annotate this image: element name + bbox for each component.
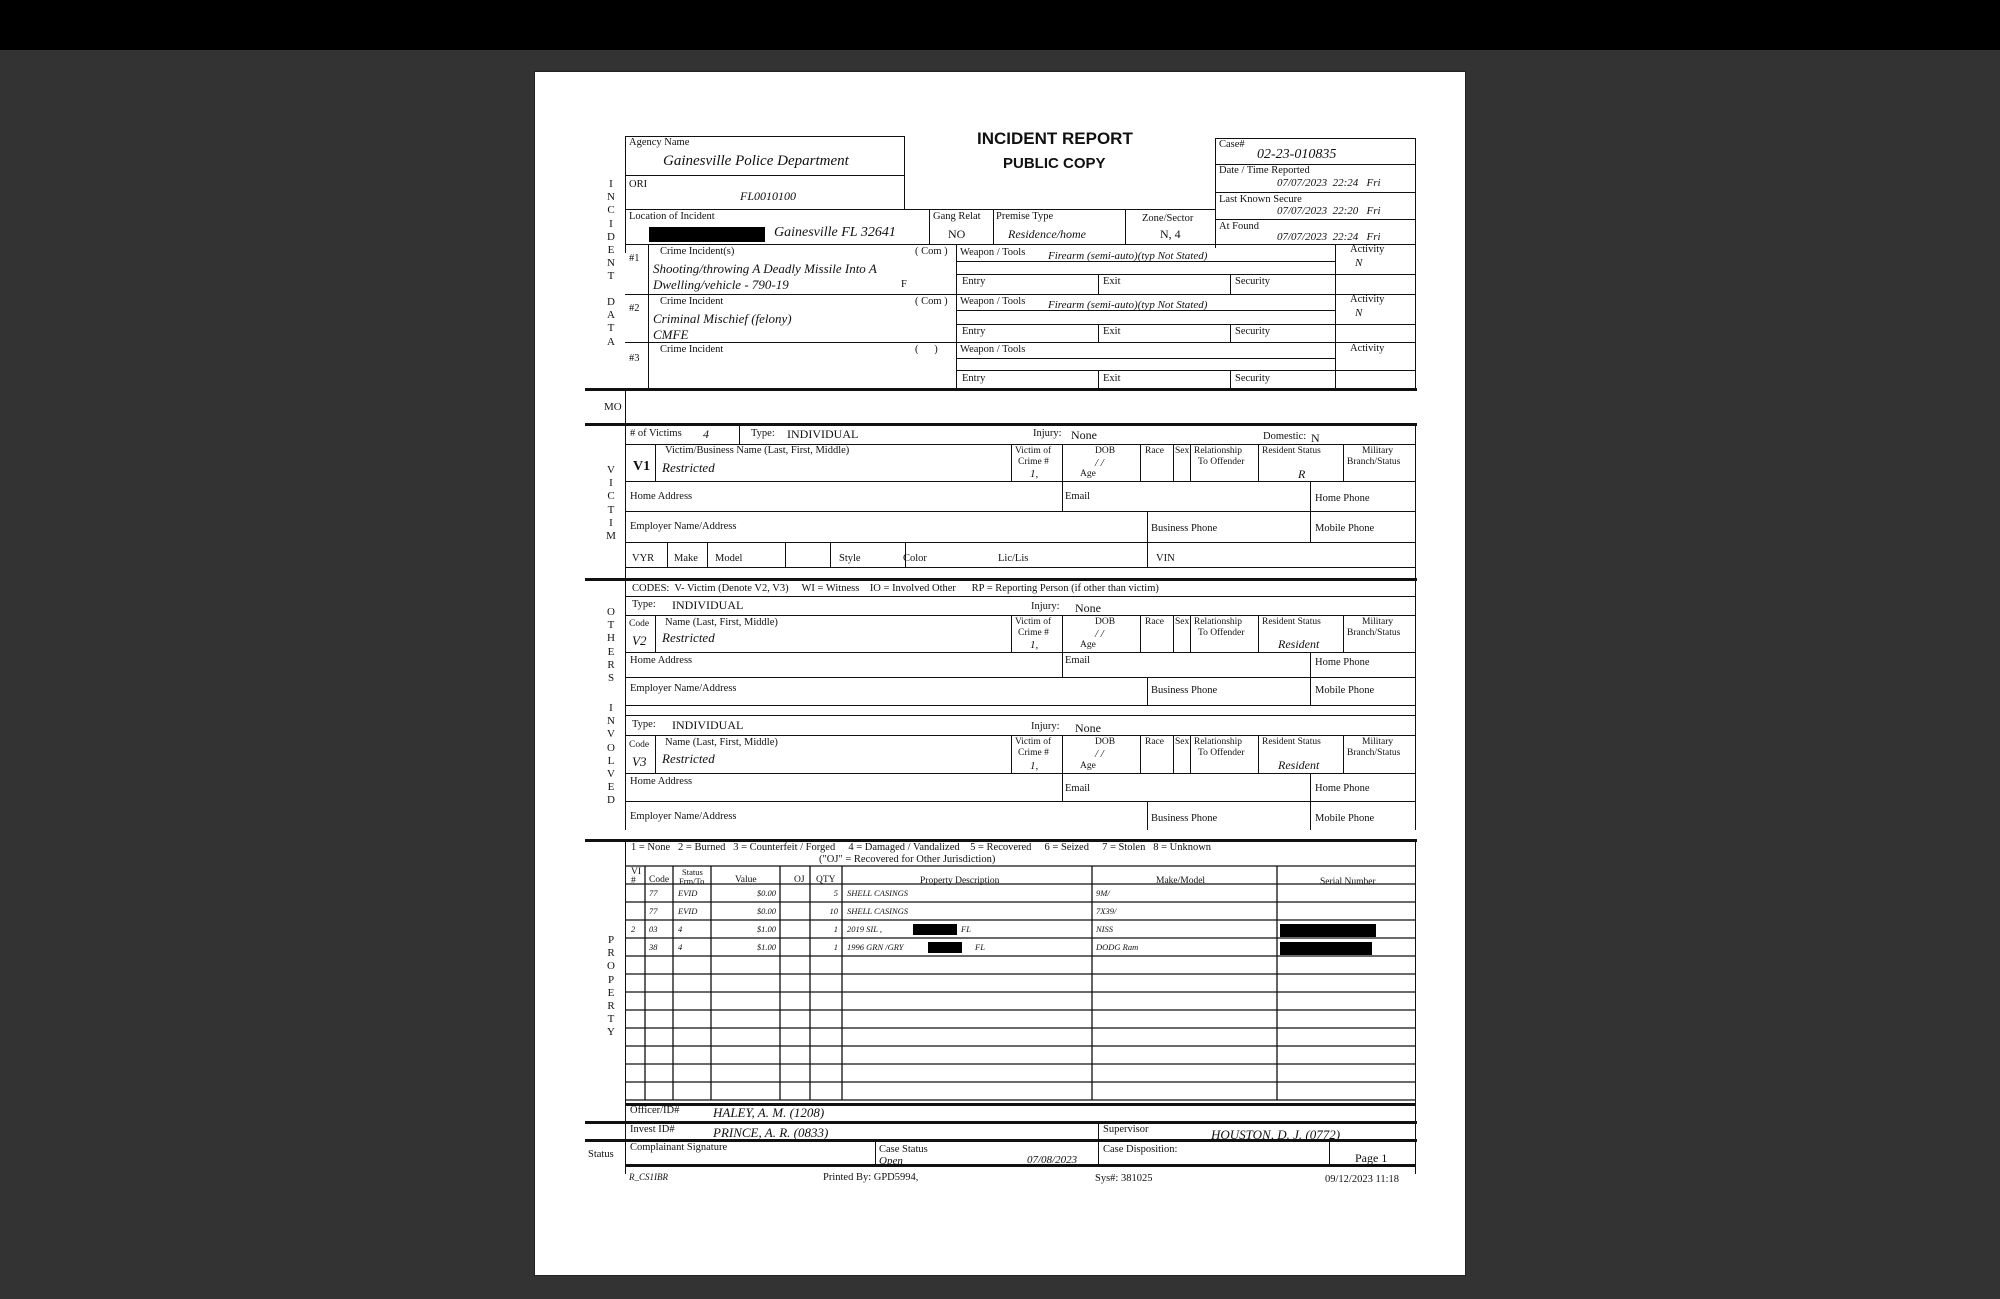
other-2-dob-label: DOB: [1095, 737, 1116, 747]
other-1-victim-of-label: Victim of: [1015, 617, 1052, 627]
other-1-injury-label: Injury:: [1031, 601, 1060, 612]
other-2-branch-label: Branch/Status: [1347, 748, 1401, 758]
crime-2-exit: Exit: [1103, 326, 1121, 337]
prop-header-description: Property Description: [920, 876, 1000, 886]
crime-3-label: Crime Incident: [660, 344, 724, 355]
ori-label: ORI: [629, 179, 648, 190]
other-2-relationship-label: Relationship: [1194, 737, 1243, 747]
report-title: INCIDENT REPORT: [977, 129, 1133, 148]
other-1-dob: / /: [1095, 628, 1104, 640]
property-cell-status: 4: [678, 942, 683, 952]
property-cell-status: EVID: [678, 906, 698, 916]
supervisor-name: HOUSTON, D. J. (0772): [1211, 1127, 1341, 1142]
crime-2-activity-label: Activity: [1350, 294, 1385, 305]
other-2-crime-num-label: Crime #: [1018, 748, 1049, 758]
side-label-incident: I N C I D E N T: [607, 178, 615, 283]
ori-value: FL0010100: [740, 189, 797, 203]
side-label-mo: MO: [604, 401, 622, 413]
other-2-type-label: Type:: [632, 719, 656, 730]
property-cell-qty: 1: [833, 924, 838, 934]
supervisor-label: Supervisor: [1103, 1124, 1149, 1135]
other-1-mobile-phone-label: Mobile Phone: [1315, 685, 1375, 696]
side-label-property: P R O P E R T Y: [607, 934, 615, 1039]
side-label-data: D A T A: [607, 296, 615, 348]
victim-type: INDIVIDUAL: [787, 427, 859, 441]
property-cell-value: $1.00: [756, 924, 776, 934]
victim-race-label: Race: [1145, 446, 1164, 456]
victim-injury-label: Injury:: [1033, 428, 1062, 439]
crime-3-exit: Exit: [1103, 373, 1121, 384]
other-2-victim-of-label: Victim of: [1015, 737, 1052, 747]
other-1-injury: None: [1075, 601, 1101, 615]
victim-mobile-phone-label: Mobile Phone: [1315, 523, 1375, 534]
zone-label: Zone/Sector: [1142, 213, 1194, 224]
crime-2-entry: Entry: [962, 326, 986, 337]
prop-header-qty: QTY: [816, 875, 836, 885]
other-2-home-address-label: Home Address: [630, 776, 693, 787]
property-cell-desc: SHELL CASINGS: [847, 906, 909, 916]
crime-2-activity: N: [1355, 307, 1363, 319]
other-1-code-label: Code: [629, 619, 650, 629]
other-2-injury-label: Injury:: [1031, 721, 1060, 732]
case-disposition-label: Case Disposition:: [1103, 1144, 1178, 1155]
victim-crime-num-label: Crime #: [1018, 457, 1049, 467]
other-2-email-label: Email: [1065, 783, 1091, 794]
at-found-label: At Found: [1219, 221, 1259, 232]
case-status-label: Case Status: [879, 1144, 928, 1155]
crime-1-activity-label: Activity: [1350, 244, 1385, 255]
other-1-age-label: Age: [1080, 640, 1096, 650]
printed-at: 09/12/2023 11:18: [1325, 1174, 1399, 1185]
domestic-label: Domestic:: [1263, 431, 1307, 442]
crime-2-weapon: Firearm (semi-auto)(typ Not Stated): [1048, 299, 1208, 311]
property-cell-make: 9M/: [1096, 888, 1110, 898]
officer-name: HALEY, A. M. (1208): [713, 1105, 825, 1120]
property-cell-desc: SHELL CASINGS: [847, 888, 909, 898]
other-1-crime-num: 1,: [1030, 639, 1039, 651]
agency-name-label: Agency Name: [629, 137, 690, 148]
property-cell-make: NISS: [1096, 924, 1113, 934]
redaction-bar: [1280, 924, 1376, 937]
case-number-label: Case#: [1219, 139, 1245, 150]
vehicle-lic-label: Lic/Lis: [998, 553, 1029, 564]
other-2-mobile-phone-label: Mobile Phone: [1315, 813, 1375, 824]
property-cell-value: $1.00: [756, 942, 776, 952]
redaction-bar: [1280, 942, 1372, 955]
prop-header-value: Value: [735, 875, 757, 885]
property-legend-oj: ("OJ" = Recovered for Other Jurisdiction): [819, 854, 996, 865]
crime-3-com: ( ): [915, 344, 938, 355]
other-1-military-label: Military: [1362, 617, 1394, 627]
victim-home-phone-label: Home Phone: [1315, 493, 1370, 504]
property-cell-desc2: FL: [975, 942, 985, 952]
property-cell-make: DODG Ram: [1096, 942, 1139, 952]
property-cell-qty: 1: [833, 942, 838, 952]
victim-dob: / /: [1095, 457, 1104, 469]
crime-3-weapon-label: Weapon / Tools: [960, 344, 1026, 355]
crime-2-com: ( Com ): [915, 296, 948, 307]
property-cell-desc: 1996 GRN /GRY: [847, 942, 904, 952]
other-2-dob: / /: [1095, 748, 1104, 760]
victim-name-label: Victim/Business Name (Last, First, Middle): [665, 445, 850, 456]
property-cell-code: 77: [649, 888, 658, 898]
victim-military-label: Military: [1362, 446, 1394, 456]
invest-label: Invest ID#: [630, 1124, 675, 1135]
victim-type-label: Type:: [751, 428, 775, 439]
other-1-business-phone-label: Business Phone: [1151, 685, 1218, 696]
other-2-type: INDIVIDUAL: [672, 718, 744, 732]
crime-1-exit: Exit: [1103, 276, 1121, 287]
victim-email-label: Email: [1065, 491, 1091, 502]
crime-3-num: #3: [629, 353, 640, 364]
crime-2-security: Security: [1235, 326, 1270, 337]
other-1-crime-num-label: Crime #: [1018, 628, 1049, 638]
agency-name: Gainesville Police Department: [663, 153, 849, 169]
crime-3-activity-label: Activity: [1350, 343, 1385, 354]
officer-label: Officer/ID#: [630, 1105, 680, 1116]
victim-injury: None: [1071, 428, 1097, 442]
property-cell-value: $0.00: [756, 906, 776, 916]
other-1-type-label: Type:: [632, 599, 656, 610]
side-label-victim: V I C T I M: [606, 464, 616, 543]
crime-1-security: Security: [1235, 276, 1270, 287]
property-cell-status: 4: [678, 924, 683, 934]
crime-2-num: #2: [629, 303, 640, 314]
crime-2-label: Crime Incident: [660, 296, 724, 307]
other-1-dob-label: DOB: [1095, 617, 1116, 627]
victim-home-address-label: Home Address: [630, 491, 693, 502]
vehicle-color-label: Color: [903, 553, 927, 564]
other-2-business-phone-label: Business Phone: [1151, 813, 1218, 824]
prop-header-code: Code: [649, 875, 670, 885]
victim-dob-label: DOB: [1095, 446, 1116, 456]
victim-to-offender-label: To Offender: [1198, 457, 1245, 467]
crime-1-line2: Dwelling/vehicle - 790-19: [653, 277, 789, 292]
crime-2-line2: CMFE: [653, 327, 689, 342]
vehicle-style-label: Style: [839, 553, 861, 564]
crime-2-line1: Criminal Mischief (felony): [653, 311, 792, 326]
other-2-code-label: Code: [629, 740, 650, 750]
prop-header-vi: VI: [631, 867, 642, 877]
other-2-code: V3: [632, 754, 647, 769]
prop-header-oj: OJ: [794, 875, 805, 885]
other-2-race-label: Race: [1145, 737, 1164, 747]
other-2-to-offender-label: To Offender: [1198, 748, 1245, 758]
other-1-code: V2: [632, 633, 647, 648]
top-bar: [0, 0, 2000, 50]
side-label-others: O T H E R S: [607, 606, 615, 685]
crime-1-weapon: Firearm (semi-auto)(typ Not Stated): [1048, 250, 1208, 262]
other-1-relationship-label: Relationship: [1194, 617, 1243, 627]
property-cell-desc: 2019 SIL ,: [847, 924, 883, 934]
crime-1-weapon-label: Weapon / Tools: [960, 247, 1026, 258]
last-secure: 07/07/2023 22:20 Fri: [1277, 205, 1381, 217]
other-1-race-label: Race: [1145, 617, 1164, 627]
crime-3-security: Security: [1235, 373, 1270, 384]
property-cell-code: 38: [649, 942, 658, 952]
zone-value: N, 4: [1160, 227, 1181, 241]
property-cell-make: 7X39/: [1096, 906, 1117, 916]
crime-1-flag: F: [901, 279, 907, 290]
other-2-age-label: Age: [1080, 761, 1096, 771]
crime-1-entry: Entry: [962, 276, 986, 287]
other-1-resident-label: Resident Status: [1262, 617, 1321, 627]
property-cell-code: 77: [649, 906, 658, 916]
vehicle-vin-label: VIN: [1156, 553, 1175, 564]
other-2-crime-num: 1,: [1030, 760, 1039, 772]
other-2-home-phone-label: Home Phone: [1315, 783, 1370, 794]
prop-header-status-frm: Frm/To: [679, 876, 705, 886]
crime-1-com: ( Com ): [915, 246, 948, 257]
vehicle-model-label: Model: [715, 553, 743, 564]
other-1-type: INDIVIDUAL: [672, 598, 744, 612]
victim-employer-label: Employer Name/Address: [630, 521, 737, 532]
other-1-home-phone-label: Home Phone: [1315, 657, 1370, 668]
other-2-sex-label: Sex: [1175, 737, 1190, 747]
premise-label: Premise Type: [996, 211, 1054, 222]
victims-count: 4: [703, 427, 709, 441]
victim-age-label: Age: [1080, 469, 1096, 479]
victim-of-label: Victim of: [1015, 446, 1052, 456]
property-cell-value: $0.00: [756, 888, 776, 898]
victim-sex-label: Sex: [1175, 446, 1190, 456]
location-label: Location of Incident: [629, 211, 715, 222]
vehicle-make-label: Make: [674, 553, 698, 564]
other-2-name: Restricted: [662, 751, 715, 766]
printed-by: Printed By: GPD5994,: [823, 1172, 919, 1183]
other-2-resident: Resident: [1278, 758, 1320, 772]
other-1-name-label: Name (Last, First, Middle): [665, 617, 778, 628]
victim-crime-num: 1,: [1030, 468, 1039, 480]
victim-code: V1: [633, 459, 651, 474]
victim-relationship-label: Relationship: [1194, 446, 1243, 456]
property-cell-desc2: FL: [961, 924, 971, 934]
crime-2-weapon-label: Weapon / Tools: [960, 296, 1026, 307]
date-reported: 07/07/2023 22:24 Fri: [1277, 177, 1381, 189]
gang-label: Gang Relat: [933, 211, 981, 222]
sys-number: Sys#: 381025: [1095, 1173, 1153, 1184]
victim-resident-label: Resident Status: [1262, 446, 1321, 456]
case-status-value: Open: [879, 1155, 903, 1167]
report-subtitle: PUBLIC COPY: [1003, 155, 1106, 172]
incident-report-page: [535, 72, 1465, 1275]
victims-count-label: # of Victims: [630, 428, 682, 439]
crime-1-num: #1: [629, 253, 640, 264]
codes-legend: CODES: V- Victim (Denote V2, V3) WI = Witness IO = Involved Other RP = Reporting Person (if other than victim): [632, 583, 1159, 594]
prop-header-status: Status: [682, 867, 703, 877]
property-grid: [535, 72, 1465, 1275]
other-1-sex-label: Sex: [1175, 617, 1190, 627]
invest-name: PRINCE, A. R. (0833): [713, 1125, 829, 1140]
prop-header-num: #: [631, 876, 636, 886]
other-1-employer-label: Employer Name/Address: [630, 683, 737, 694]
other-1-home-address-label: Home Address: [630, 655, 693, 666]
case-status-date: 07/08/2023: [1027, 1154, 1078, 1166]
other-1-email-label: Email: [1065, 655, 1091, 666]
case-number: 02-23-010835: [1257, 147, 1337, 162]
report-id: R_CS1IBR: [629, 1172, 668, 1182]
property-cell-qty: 10: [829, 906, 838, 916]
property-cell-qty: 5: [833, 888, 838, 898]
domestic-value: N: [1311, 431, 1320, 445]
other-1-name: Restricted: [662, 630, 715, 645]
victim-branch-label: Branch/Status: [1347, 457, 1401, 467]
property-cell-vi: 2: [631, 924, 636, 934]
property-cell-status: EVID: [678, 888, 698, 898]
victim-resident: R: [1298, 467, 1306, 481]
vehicle-vyr-label: VYR: [632, 553, 655, 564]
other-1-branch-label: Branch/Status: [1347, 628, 1401, 638]
complainant-label: Complainant Signature: [630, 1142, 728, 1153]
property-legend: 1 = None 2 = Burned 3 = Counterfeit / Forged 4 = Damaged / Vandalized 5 = Recovered 6 = Seized 7 = Stolen 8 = Unknown: [631, 842, 1212, 853]
last-secure-label: Last Known Secure: [1219, 194, 1302, 205]
prop-header-make: Make/Model: [1156, 876, 1206, 886]
other-2-employer-label: Employer Name/Address: [630, 811, 737, 822]
victim-business-phone-label: Business Phone: [1151, 523, 1218, 534]
side-label-status: Status: [588, 1149, 614, 1160]
other-1-to-offender-label: To Offender: [1198, 628, 1245, 638]
other-2-name-label: Name (Last, First, Middle): [665, 737, 778, 748]
redaction-bar: [913, 924, 957, 935]
redaction-bar: [928, 942, 962, 953]
at-found: 07/07/2023 22:24 Fri: [1277, 231, 1381, 243]
crime-1-label: Crime Incident(s): [660, 246, 735, 257]
date-reported-label: Date / Time Reported: [1219, 165, 1310, 176]
crime-1-activity: N: [1355, 257, 1363, 269]
other-2-injury: None: [1075, 721, 1101, 735]
victim-name: Restricted: [662, 460, 715, 475]
side-label-involved: I N V O L V E D: [607, 702, 615, 807]
premise-value: Residence/home: [1008, 227, 1086, 241]
prop-header-serial: Serial Number: [1320, 877, 1376, 887]
page-number: Page 1: [1355, 1151, 1388, 1165]
gang-value: NO: [948, 227, 966, 241]
other-2-military-label: Military: [1362, 737, 1394, 747]
location-city: Gainesville FL 32641: [774, 225, 896, 240]
other-1-resident: Resident: [1278, 637, 1320, 651]
property-cell-code: 03: [649, 924, 658, 934]
crime-1-line1: Shooting/throwing A Deadly Missile Into A: [653, 261, 877, 276]
crime-3-entry: Entry: [962, 373, 986, 384]
other-2-resident-label: Resident Status: [1262, 737, 1321, 747]
